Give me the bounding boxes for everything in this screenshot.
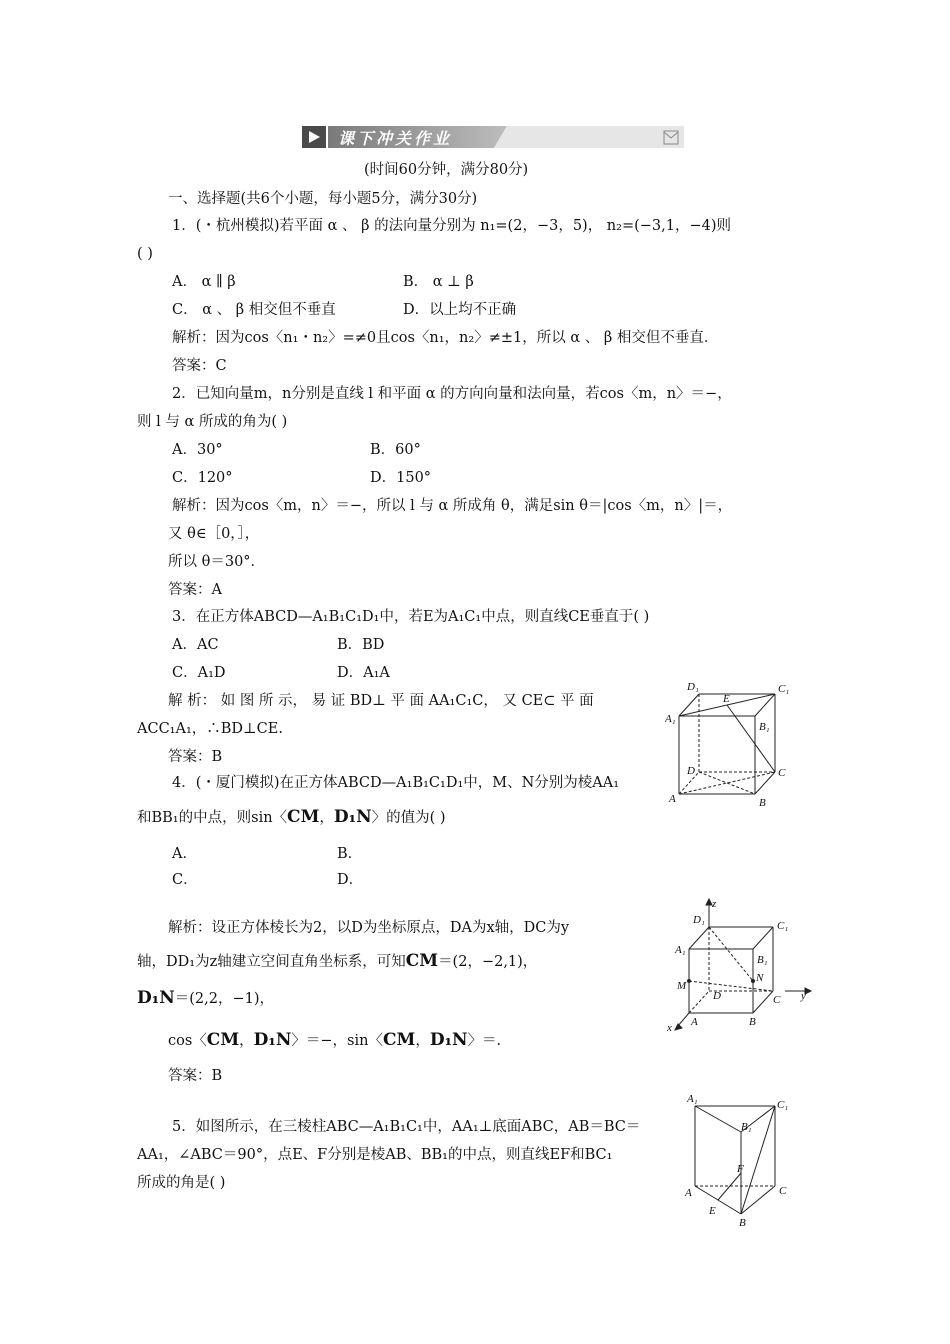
label: B	[749, 1016, 756, 1028]
label: B₁	[759, 721, 770, 733]
point-n	[751, 979, 755, 983]
q2-stem: 2．已知向量m，n分别是直线 l 和平面 α 的方向向量和法向量，若cos〈m，n〉＝−，	[172, 386, 732, 402]
q3-option-c: C．A₁D	[172, 665, 226, 681]
label: E	[723, 693, 730, 705]
label: A	[691, 1016, 698, 1028]
comma: ，	[319, 810, 334, 826]
banner-tail	[494, 126, 684, 148]
vector-d1n: D₁N	[253, 1030, 292, 1050]
q2-option-a: A．30°	[172, 442, 223, 458]
q2-option-b: B．60°	[370, 442, 421, 458]
label: y	[801, 990, 806, 1002]
q1-option-b: B． α ⊥ β	[403, 274, 474, 290]
q4-analysis-4	[168, 1030, 501, 1051]
q4-analysis-value: ＝(2,2，−1)，	[174, 991, 274, 1007]
label: C₁	[778, 683, 790, 695]
label: C₁	[777, 920, 789, 932]
label: D	[713, 990, 721, 1002]
q1-option-d: D．以上均不正确	[403, 302, 517, 318]
q1-option-a: A． α ∥ β	[172, 274, 236, 290]
q3-option-a: A．AC	[172, 637, 219, 653]
vector-cm: CM	[206, 1030, 240, 1050]
q4-analysis: 解析：设正方体棱长为2，以D为坐标原点，DA为x轴，DC为y	[168, 920, 570, 936]
vector-d1n: D₁N	[137, 988, 175, 1008]
edge	[689, 927, 709, 949]
q4-answer: 答案：B	[168, 1068, 223, 1084]
q3-stem: 3．在正方体ABCD—A₁B₁C₁D₁中，若E为A₁C₁中点，则直线CE垂直于( )	[172, 609, 650, 625]
label: E	[709, 1205, 716, 1217]
label: D₁	[693, 914, 705, 926]
label: C	[778, 767, 786, 779]
vector-cm: CM	[405, 951, 439, 971]
label: A₁	[687, 1093, 698, 1105]
q4-stem-tail: 〉的值为( )	[371, 810, 446, 826]
hidden-edge	[689, 991, 709, 1013]
q2-option-c: C．120°	[172, 470, 233, 486]
vector-d1n: D₁N	[333, 807, 372, 827]
comma: ，	[239, 1033, 254, 1049]
q1-analysis: 解析：因为cos〈n₁・n₂〉=≠0且cos〈n₁，n₂〉≠±1，所以 α 、 β 相交但不垂直．	[172, 330, 719, 346]
edge	[741, 1186, 775, 1214]
q4-option-a: A．	[172, 846, 197, 862]
label: B₁	[741, 1121, 752, 1133]
q2-analysis-2: 又 θ∈［0，］，	[168, 526, 260, 542]
q3-option-b: B．BD	[337, 637, 385, 653]
figure-cube-q3	[665, 678, 800, 810]
line-ce	[727, 705, 775, 772]
label: B	[739, 1217, 746, 1229]
q1-option-c: C． α 、 β 相交但不垂直	[172, 302, 336, 318]
q4-analysis-2	[137, 951, 537, 972]
q4-stem-line2	[137, 807, 446, 828]
q4-analysis-value: ＝(2，−2,1)，	[438, 954, 538, 970]
q3-analysis: 解 析： 如 图 所 示， 易 证 BD⊥ 平 面 AA₁C₁C， 又 CE⊂ 平 面	[168, 693, 594, 709]
label: F	[737, 1163, 744, 1175]
label: z	[712, 898, 717, 910]
banner-title: 课下冲关作业	[338, 129, 453, 148]
comma: ，	[415, 1033, 430, 1049]
label: A₁	[665, 713, 676, 725]
q2-stem-cont: 则 l 与 α 所成的角为( )	[137, 414, 288, 430]
label: C₁	[777, 1099, 789, 1111]
label: D₁	[687, 681, 699, 693]
label: D	[687, 765, 695, 777]
q3-option-d: D．A₁A	[337, 665, 390, 681]
q3-analysis-2: ACC₁A₁，∴BD⊥CE.	[137, 721, 283, 737]
label: A	[685, 1187, 692, 1199]
label: B₁	[757, 954, 768, 966]
label: M	[677, 980, 687, 992]
label: C	[779, 1185, 787, 1197]
figure-cube-coordinates-q4	[665, 895, 815, 1035]
text: 〉＝.	[467, 1033, 502, 1049]
edge	[679, 694, 699, 716]
q4-option-d: D．	[337, 872, 364, 888]
q4-stem-text: 和BB₁的中点，则sin〈	[137, 810, 288, 826]
hidden-diagonal-bd	[699, 772, 755, 794]
q2-option-d: D．150°	[370, 470, 432, 486]
vector-cm: CM	[382, 1030, 416, 1050]
q2-answer: 答案：A	[168, 582, 222, 598]
label: x	[667, 1022, 672, 1034]
text: cos〈	[168, 1033, 207, 1049]
q4-option-b: B．	[337, 846, 363, 862]
time-note: (时间60分钟，满分80分)	[364, 162, 529, 178]
q1-stem-paren: ( )	[137, 246, 153, 262]
vector-d1n: D₁N	[429, 1030, 468, 1050]
q2-analysis-3: 所以 θ＝30°．	[168, 554, 266, 570]
q1-answer: 答案：C	[172, 358, 227, 374]
q3-answer: 答案：B	[168, 749, 223, 765]
label: A₁	[675, 944, 686, 956]
header-banner	[302, 124, 684, 150]
vector-cm: CM	[287, 807, 320, 827]
q5-stem: 5．如图所示，在三棱柱ABC—A₁B₁C₁中，AA₁⊥底面ABC，AB＝BC＝	[172, 1119, 641, 1135]
segment-d1n	[709, 927, 753, 981]
section-heading: 一、选择题(共6个小题，每小题5分，满分30分)	[168, 191, 478, 207]
edge	[753, 991, 773, 1013]
q5-stem-2: AA₁，∠ABC＝90°，点E、F分别是棱AB、BB₁的中点，则直线EF和BC₁	[137, 1147, 613, 1163]
edge	[753, 927, 773, 949]
label: N	[756, 972, 764, 984]
q4-stem: 4．(・厦门模拟)在正方体ABCD—A₁B₁C₁D₁中，M、N分别为棱AA₁	[172, 775, 620, 791]
label: B	[759, 797, 766, 809]
q1-stem: 1．(・杭州模拟)若平面 α 、 β 的法向量分别为 n₁=(2，−3，5)， n₂=(−3,1，−4)则	[172, 218, 732, 234]
q4-analysis-text: 轴，DD₁为z轴建立空间直角坐标系，可知	[137, 954, 406, 970]
label: C	[773, 994, 781, 1006]
figure-prism-q5	[665, 1090, 800, 1230]
edge	[755, 694, 775, 716]
point-m	[687, 979, 691, 983]
q5-stem-3: 所成的角是( )	[137, 1175, 226, 1191]
label: A	[669, 793, 676, 805]
edge	[695, 1106, 741, 1132]
edge	[755, 772, 775, 794]
q4-option-c: C．	[172, 872, 198, 888]
q2-analysis: 解析：因为cos〈m，n〉＝−，所以 l 与 α 所成角 θ，满足sin θ＝|cos〈m，n〉|＝，	[172, 498, 733, 514]
q4-analysis-3	[137, 988, 274, 1009]
text: 〉＝−，sin〈	[291, 1033, 383, 1049]
